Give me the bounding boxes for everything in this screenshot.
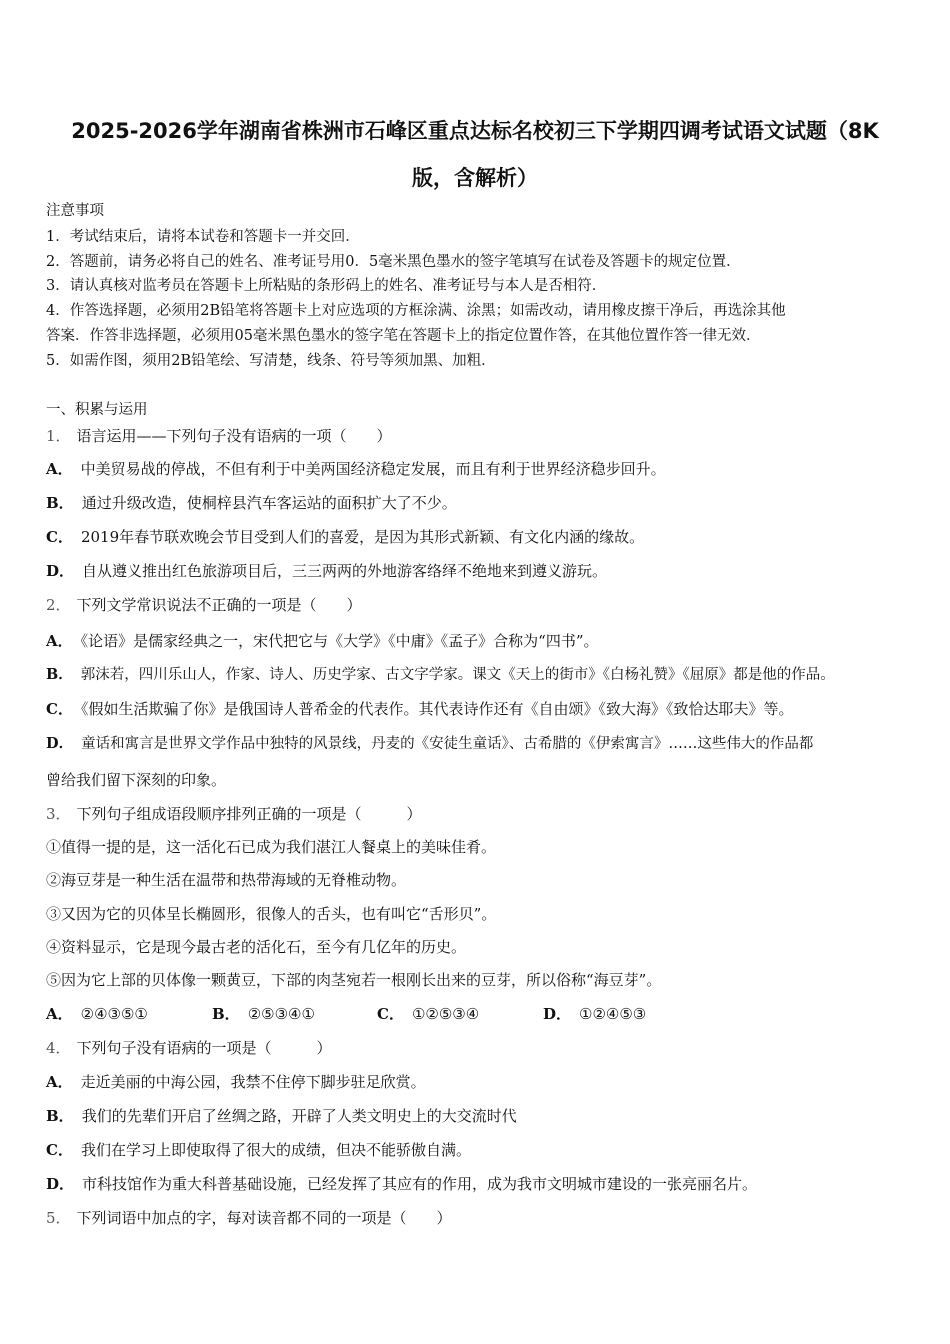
question-number: 2． xyxy=(46,596,71,614)
question-1-option-c: C． 2019年春节联欢晚会节目受到人们的喜爱，是因为其形式新颖、有文化内涵的缘故。 xyxy=(46,528,645,546)
exam-title-line-1: 2025-2026学年湖南省株洲市石峰区重点达标名校初三下学期四调考试语文试题（8K xyxy=(71,119,879,143)
question-number: 1． xyxy=(46,427,71,445)
notice-item: 3．请认真核对监考员在答题卡上所粘贴的条形码上的姓名、准考证号与本人是否相符． xyxy=(46,278,607,294)
question-3-option-c: C． ①②⑤③④ xyxy=(377,1005,480,1023)
question-2-option-a: A． 《论语》是儒家经典之一，宋代把它与《大学》《中庸》《孟子》合称为“四书”。 xyxy=(46,632,599,650)
section-heading: 一、积累与运用 xyxy=(46,402,148,418)
question-4-stem xyxy=(46,1039,332,1057)
question-5-stem xyxy=(46,1209,452,1227)
question-3-option-b: B． ②⑤③④① xyxy=(212,1005,315,1023)
question-2-stem xyxy=(46,596,362,614)
question-text: 下列句子组成语段顺序排列正确的一项是（ ） xyxy=(76,805,422,823)
question-4-option-d: D． 市科技馆作为重大科普基础设施，已经发挥了其应有的作用，成为我市文明城市建设的一张亮丽名片。 xyxy=(46,1175,758,1193)
question-3-option-d: D． ①②④⑤③ xyxy=(543,1005,647,1023)
question-2-option-d: D． 童话和寓言是世界文学作品中独特的风景线，丹麦的《安徒生童话》、古希腊的《伊索寓言》……这些伟大的作品都 xyxy=(46,735,814,752)
question-3-sentence: ⑤因为它上部的贝体像一颗黄豆，下部的肉茎宛若一根刚长出来的豆芽，所以俗称“海豆芽”。 xyxy=(46,971,662,989)
question-2-option-d-continuation: 曾给我们留下深刻的印象。 xyxy=(46,771,227,789)
question-3-sentence: ③又因为它的贝体呈长椭圆形，很像人的舌头，也有叫它“舌形贝”。 xyxy=(46,905,497,923)
question-4-option-a: A． 走近美丽的中海公园，我禁不住停下脚步驻足欣赏。 xyxy=(46,1073,426,1091)
question-number: 5． xyxy=(46,1209,71,1227)
question-text: 下列词语中加点的字，每对读音都不同的一项是（ ） xyxy=(76,1209,452,1227)
notice-item: 4．作答选择题，必须用2B铅笔将答题卡上对应选项的方框涂满、涂黑；如需改动，请用橡皮擦干净后，再选涂其他 xyxy=(46,303,786,319)
notice-heading: 注意事项 xyxy=(46,203,104,219)
question-text: 下列文学常识说法不正确的一项是（ ） xyxy=(76,596,362,614)
notice-item: 1．考试结束后，请将本试卷和答题卡一并交回． xyxy=(46,229,360,245)
question-1-option-b: B． 通过升级改造，使桐梓县汽车客运站的面积扩大了不少。 xyxy=(46,494,457,512)
question-3-sentence: ②海豆芽是一种生活在温带和热带海域的无脊椎动物。 xyxy=(46,871,407,889)
question-2-option-c: C． 《假如生活欺骗了你》是俄国诗人普希金的代表作。其代表诗作还有《自由颂》《致大海》《致恰达耶夫》等。 xyxy=(46,700,794,718)
question-2-option-b: B． 郭沫若，四川乐山人，作家、诗人、历史学家、古文字学家。课文《天上的街市》《白杨礼赞》《屈原》都是他的作品。 xyxy=(46,666,835,683)
question-3-sentence: ①值得一提的是，这一活化石已成为我们湛江人餐桌上的美味佳肴。 xyxy=(46,838,497,856)
notice-item: 5．如需作图，须用2B铅笔绘、写清楚，线条、符号等须加黑、加粗． xyxy=(46,353,496,369)
question-1-option-a: A． 中美贸易战的停战，不但有利于中美两国经济稳定发展，而且有利于世界经济稳步回升。 xyxy=(46,460,666,478)
question-3-sentence: ④资料显示，它是现今最古老的活化石，至今有几亿年的历史。 xyxy=(46,938,467,956)
question-3-option-a: A． ②④③⑤① xyxy=(46,1005,148,1023)
question-text: 语言运用——下列句子没有语病的一项（ ） xyxy=(76,427,392,445)
question-4-option-b: B． 我们的先辈们开启了丝绸之路，开辟了人类文明史上的大交流时代 xyxy=(46,1107,517,1125)
question-1-stem xyxy=(46,427,392,445)
question-number: 4． xyxy=(46,1039,71,1057)
question-number: 3． xyxy=(46,805,71,823)
question-1-option-d: D． 自从遵义推出红色旅游项目后，三三两两的外地游客络绎不绝地来到遵义游玩。 xyxy=(46,562,608,580)
question-4-option-c: C． 我们在学习上即使取得了很大的成绩，但决不能骄傲自满。 xyxy=(46,1141,471,1159)
notice-item: 2．答题前，请务必将自己的姓名、准考证号用0．5毫米黑色墨水的签字笔填写在试卷及答题卡的规定位置． xyxy=(46,254,741,270)
exam-title-line-2: 版，含解析） xyxy=(412,166,538,190)
notice-item: 答案．作答非选择题，必须用05毫米黑色墨水的签字笔在答题卡上的指定位置作答，在其他位置作答一律无效． xyxy=(46,328,761,344)
question-3-stem xyxy=(46,805,422,823)
question-text: 下列句子没有语病的一项是（ ） xyxy=(76,1039,332,1057)
